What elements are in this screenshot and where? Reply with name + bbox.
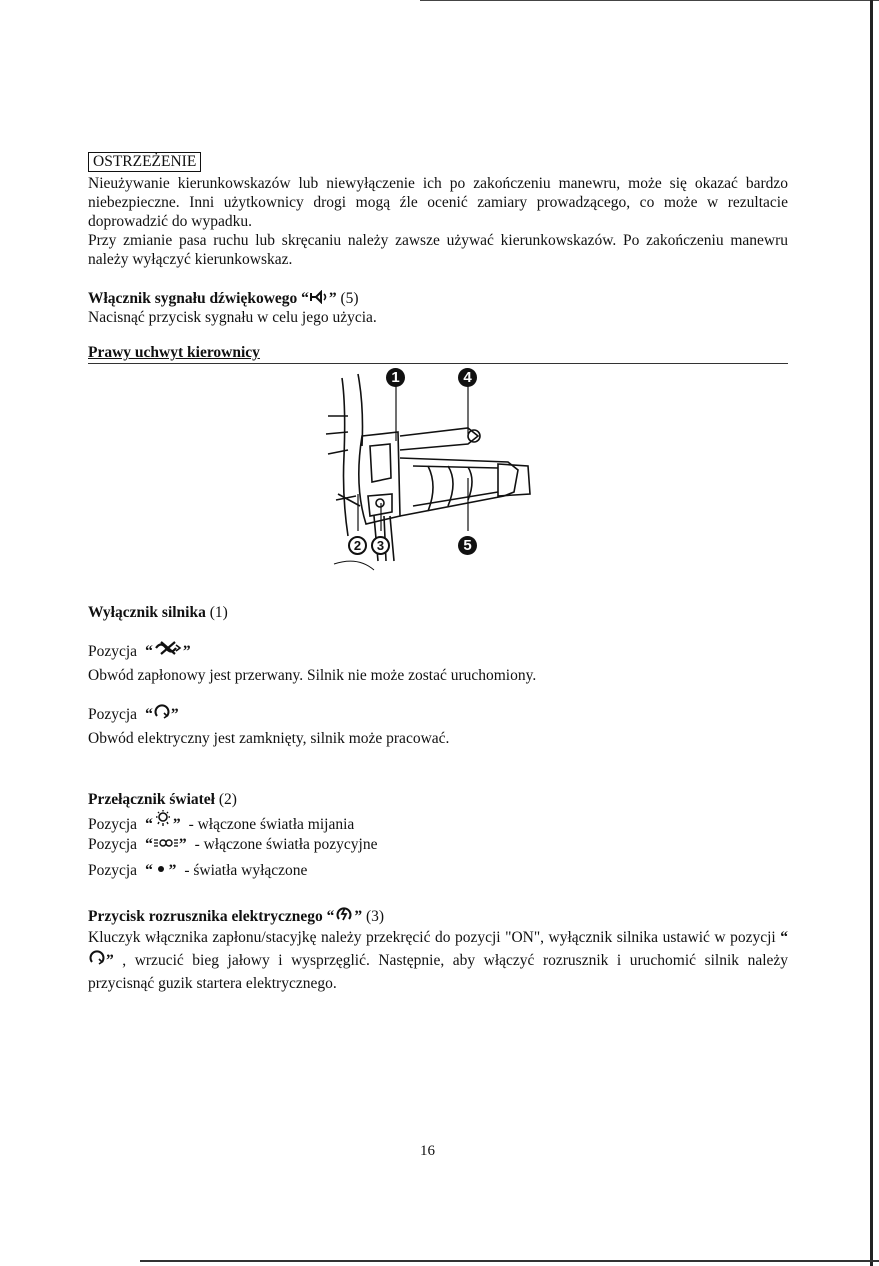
engine-on-row xyxy=(88,703,788,729)
lights-switch-title: Przełącznik świateł xyxy=(88,791,215,808)
warning-label: OSTRZEŻENIE xyxy=(88,152,201,172)
page-number: 16 xyxy=(420,1143,435,1159)
low-beam-icon: “ ” xyxy=(145,809,181,834)
page-edge-right xyxy=(870,0,873,1266)
position-lights-icon: “ ” xyxy=(145,836,187,853)
callout-3: 3 xyxy=(371,536,390,555)
engine-run-icon: “ ” xyxy=(145,706,179,723)
engine-off-row xyxy=(88,640,788,666)
starter-icon: “ ” xyxy=(326,908,363,925)
right-handle-title: Prawy uchwyt kierownicy xyxy=(88,344,260,361)
engine-switch-title: Wyłącznik silnika xyxy=(88,604,206,621)
engine-switch-heading xyxy=(88,603,788,622)
callout-1: 1 xyxy=(386,368,405,387)
lights-switch-ref: (2) xyxy=(218,791,237,808)
starter-title: Przycisk rozrusznika elektrycznego xyxy=(88,908,323,925)
document-body xyxy=(88,152,788,995)
engine-on-text: Obwód elektryczny jest zamknięty, silnik może pracować. xyxy=(88,730,450,747)
horn-title: Włącznik sygnału dźwiękowego xyxy=(88,290,298,307)
lights-switch-section xyxy=(88,790,788,887)
right-handle-heading-line xyxy=(88,343,788,364)
starter-text xyxy=(88,926,788,995)
lights-off-row xyxy=(88,861,788,887)
lights-switch-heading xyxy=(88,790,788,809)
horn-heading xyxy=(88,289,788,308)
horn-text: Nacisnąć przycisk sygnału w celu jego użycia. xyxy=(88,309,377,326)
warning-paragraph-1: Nieużywanie kierunkowskazów lub niewyłączenie ich po zakończeniu manewru, może się okazać bardzo niebezpieczne. Inni użytkownicy drogi mogą źle ocenić zamiary prowadzącego, co może w rezultacie doprowadzić do wypadku. xyxy=(88,175,788,230)
engine-switch-section xyxy=(88,603,788,748)
engine-off-label: Pozycja xyxy=(88,643,138,660)
starter-heading xyxy=(88,905,788,926)
starter-text-b: , wrzucić bieg jałowy i wysprzęglić. Następnie, aby włączyć rozrusznik i uruchomić silnik należy przycisnąć guzik startera elektrycznego. xyxy=(88,952,789,992)
engine-switch-ref: (1) xyxy=(209,604,228,621)
lights-position-text: - włączone światła pozycyjne xyxy=(194,836,378,853)
handlebar-figure xyxy=(318,366,548,581)
engine-off-icon: “ ” xyxy=(145,643,191,660)
horn-icon: “ ” xyxy=(301,290,337,307)
engine-run-icon-inline: “” xyxy=(88,929,788,969)
lights-off-label: Pozycja xyxy=(88,862,138,879)
lights-off-icon: “ ” xyxy=(145,862,177,879)
page-edge-bottom xyxy=(140,1260,879,1262)
starter-ref: (3) xyxy=(366,908,385,925)
engine-off-text: Obwód zapłonowy jest przerwany. Silnik nie może zostać uruchomiony. xyxy=(88,667,537,684)
lights-pos-label: Pozycja xyxy=(88,836,138,853)
callout-2: 2 xyxy=(348,536,367,555)
lights-off-text: - światła wyłączone xyxy=(184,862,308,879)
warning-section xyxy=(88,152,788,269)
engine-on-label: Pozycja xyxy=(88,706,138,723)
warning-paragraph-2: Przy zmianie pasa ruchu lub skręcaniu należy zawsze używać kierunkowskazów. Po zakończeniu manewru należy wyłączyć kierunkowskaz. xyxy=(88,232,788,268)
lights-low-text: - włączone światła mijania xyxy=(188,816,355,833)
lights-low-beam-row xyxy=(88,809,788,835)
horn-section xyxy=(88,289,788,327)
lights-low-label: Pozycja xyxy=(88,816,138,833)
starter-section xyxy=(88,905,788,995)
horn-ref: (5) xyxy=(340,290,359,307)
callout-4: 4 xyxy=(458,368,477,387)
callout-5: 5 xyxy=(458,536,477,555)
page-edge-top xyxy=(420,0,879,1)
lights-position-row xyxy=(88,835,788,861)
starter-text-a: Kluczyk włącznika zapłonu/stacyjkę należy przekręcić do pozycji "ON", wyłącznik silnika ustawić w pozycji xyxy=(88,929,776,946)
